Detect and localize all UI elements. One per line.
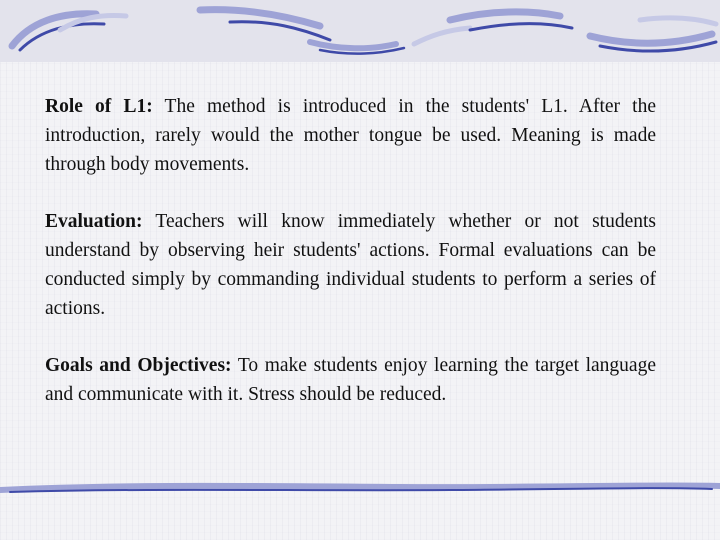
slide-body <box>45 92 656 437</box>
role-of-l1-text: The method is introduced in the students' L1. After the introduction, rarely would the mother tongue be used. Meaning is made through body movements. <box>45 96 656 175</box>
goals-text: To make students enjoy learning the target language and communicate with it. Stress should be reduced. <box>45 355 656 405</box>
decorative-header-band <box>0 0 720 62</box>
evaluation-text: Teachers will know immediately whether or not students understand by observing heir students' actions. Formal evaluations can be conducted simply by commanding individual students to perform a series of actions. <box>45 211 656 319</box>
evaluation-paragraph <box>45 207 656 323</box>
evaluation-heading: Evaluation: <box>45 211 143 232</box>
bottom-brush-rule <box>0 478 720 498</box>
brush-strokes-decoration <box>0 0 720 62</box>
role-of-l1-paragraph <box>45 92 656 179</box>
goals-paragraph <box>45 351 656 409</box>
goals-heading: Goals and Objectives: <box>45 355 232 376</box>
role-of-l1-heading: Role of L1: <box>45 96 153 117</box>
